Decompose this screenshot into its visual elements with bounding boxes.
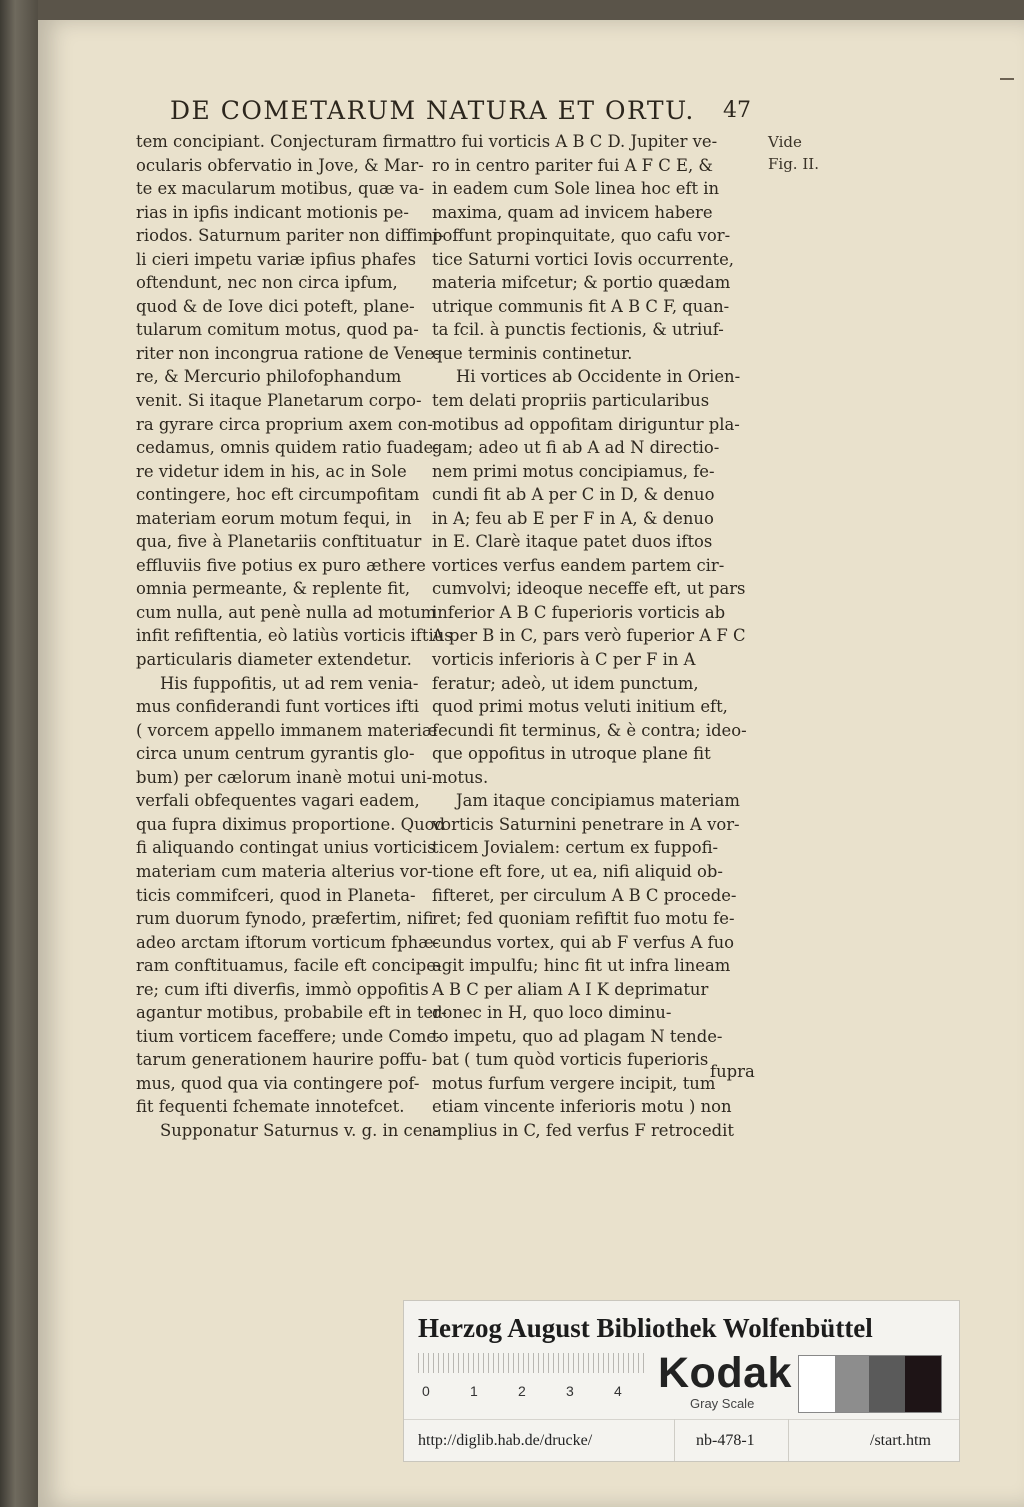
text-line: que oppofitus in utroque plane fit <box>432 744 711 764</box>
text-line: tarum generationem haurire poffu- <box>136 1050 428 1070</box>
footer-divider <box>674 1419 675 1461</box>
text-line: vorticis Saturnini penetrare in A vor- <box>432 814 740 834</box>
text-line: in E. Clarè itaque patet duos iftos <box>432 532 713 552</box>
text-line: riter non incongrua ratione de Vene- <box>136 343 440 363</box>
scan-color-target <box>403 1300 960 1462</box>
text-line: ra gyrare circa proprium axem con- <box>136 414 434 434</box>
text-line: materia mifcetur; & portio quædam <box>432 273 731 293</box>
page-mark <box>1000 78 1014 80</box>
text-line: effluviis five potius ex puro æthere <box>136 555 426 575</box>
text-line: cedamus, omnis quidem ratio fuade- <box>136 438 439 458</box>
paragraph <box>136 130 453 672</box>
text-line: particularis diameter extendetur. <box>136 650 412 670</box>
running-head <box>170 96 770 125</box>
text-line: motus. <box>432 767 489 787</box>
text-line: poffunt propinquitate, quo cafu vor- <box>432 226 731 246</box>
text-line: ret; fed quoniam refiftit fuo motu fe- <box>432 909 735 929</box>
scale-number: 3 <box>566 1383 574 1399</box>
margin-note-line: Vide <box>768 133 802 151</box>
text-line: materiam cum materia alterius vor- <box>136 861 433 881</box>
text-line: A B C per aliam A I K deprimatur <box>432 979 709 999</box>
text-line: ( vorcem appello immanem materiæ <box>136 720 438 740</box>
book-spine-edge <box>0 0 38 1507</box>
text-line: ro in centro pariter fui A F C E, & <box>432 155 713 175</box>
text-line: maxima, quam ad invicem habere <box>432 202 713 222</box>
scale-number: 4 <box>614 1383 622 1399</box>
margin-note-line: Fig. II. <box>768 155 819 173</box>
text-line: ticis commifceri, quod in Planeta- <box>136 885 416 905</box>
text-line: gam; adeo ut fi ab A ad N directio- <box>432 438 720 458</box>
margin-note <box>768 131 819 175</box>
text-line: materiam eorum motum fequi, in <box>136 508 412 528</box>
text-line: cum nulla, aut penè nulla ad motum <box>136 602 437 622</box>
text-line: ta fcil. à punctis fectionis, & utriuf- <box>432 320 724 340</box>
left-text-column <box>136 130 453 1143</box>
text-line: Jam itaque concipiamus materiam <box>456 791 740 811</box>
text-line: que terminis continetur. <box>432 343 633 363</box>
scale-numbers <box>418 1383 658 1403</box>
text-line: motibus ad oppofitam diriguntur pla- <box>432 414 740 434</box>
text-line: ocularis obfervatio in Jove, & Mar- <box>136 155 424 175</box>
text-line: venit. Si itaque Planetarum corpo- <box>136 391 422 411</box>
text-line: re videtur idem in his, ac in Sole <box>136 461 407 481</box>
text-line: feratur; adeò, ut idem punctum, <box>432 673 699 693</box>
shelfmark-text: nb-478-1 <box>696 1432 755 1449</box>
text-line: cumvolvi; ideoque neceffe eft, ut pars <box>432 579 746 599</box>
text-line: utrique communis fit A B C F, quan- <box>432 296 730 316</box>
text-line: to impetu, quo ad plagam N tende- <box>432 1026 723 1046</box>
text-line: infit refiftentia, eò latiùs vorticis iftius <box>136 626 453 646</box>
gray-swatch <box>905 1356 941 1412</box>
gray-swatches <box>798 1355 942 1413</box>
text-line: re; cum ifti diverfis, immò oppofitis <box>136 979 429 999</box>
text-line: quod & de Iove dici poteft, plane- <box>136 296 415 316</box>
text-line: His fuppofitis, ut ad rem venia- <box>160 673 419 693</box>
text-line: adeo arctam iftorum vorticum fphæ- <box>136 932 440 952</box>
text-line: amplius in C, fed verfus F retrocedit <box>432 1120 734 1140</box>
label-footer <box>404 1419 959 1462</box>
text-line: re, & Mercurio philofophandum <box>136 367 402 387</box>
text-line: riodos. Saturnum pariter non diffimi- <box>136 226 444 246</box>
text-line: li cieri impetu variæ ipfius phafes <box>136 249 417 269</box>
scale-number: 0 <box>422 1383 430 1399</box>
text-line: cundus vortex, qui ab F verfus A fuo <box>432 932 735 952</box>
text-line: motus furfum vergere incipit, tum <box>432 1073 716 1093</box>
footer-divider <box>788 1419 789 1461</box>
right-text-column <box>432 130 760 1143</box>
paragraph <box>136 1119 439 1143</box>
text-line: mus confiderandi funt vortices ifti <box>136 697 419 717</box>
text-line: cundi fit ab A per C in D, & denuo <box>432 485 715 505</box>
text-line: bum) per cælorum inanè motui uni- <box>136 767 433 787</box>
text-line: Hi vortices ab Occidente in Orien- <box>456 367 741 387</box>
text-line: bat ( tum quòd vorticis fuperioris <box>432 1050 709 1070</box>
url-text: http://diglib.hab.de/drucke/ <box>418 1432 593 1449</box>
text-line: rias in ipfis indicant motionis pe- <box>136 202 409 222</box>
text-line: te ex macularum motibus, quæ va- <box>136 179 425 199</box>
paragraph <box>432 130 760 365</box>
text-line: in A; feu ab E per F in A, & denuo <box>432 508 714 528</box>
text-line: tium vorticem faceffere; unde Come- <box>136 1026 442 1046</box>
text-line: qua fupra diximus proportione. Quod <box>136 814 446 834</box>
text-line: nem primi motus concipiamus, fe- <box>432 461 715 481</box>
paragraph <box>432 365 760 789</box>
text-line: tro fui vorticis A B C D. Jupiter ve- <box>432 132 718 151</box>
text-line: tem delati propriis particularibus <box>432 391 710 411</box>
text-line: ticem Jovialem: certum ex fuppofi- <box>432 838 719 858</box>
text-line: tularum comitum motus, quod pa- <box>136 320 419 340</box>
text-line: ram conftituamus, facile eft concipe- <box>136 956 442 976</box>
paragraph <box>432 789 760 1142</box>
page-number: 47 <box>723 98 751 123</box>
scale-number: 2 <box>518 1383 526 1399</box>
paragraph <box>136 672 447 1119</box>
library-title: Herzog August Bibliothek Wolfenbüttel <box>418 1313 873 1343</box>
scale-ruler <box>418 1353 646 1373</box>
text-line: fecundi fit terminus, & è contra; ideo- <box>432 720 747 740</box>
text-line: etiam vincente inferioris motu ) non <box>432 1097 732 1117</box>
text-line: fi aliquando contingat unius vorticis <box>136 838 436 858</box>
text-line: contingere, hoc eft circumpofitam <box>136 485 420 505</box>
kodak-logo: Kodak <box>658 1349 792 1397</box>
text-line: inferior A B C fuperioris vorticis ab <box>432 602 726 622</box>
text-line: mus, quod qua via contingere pof- <box>136 1073 420 1093</box>
text-line: verfali obfequentes vagari eadem, <box>136 791 420 811</box>
text-line: agit impulfu; hinc fit ut infra lineam <box>432 956 731 976</box>
text-line: rum duorum fynodo, præfertim, nifi <box>136 909 434 929</box>
catchword: fupra <box>710 1062 755 1081</box>
text-line: tione eft fore, ut ea, nifi aliquid ob- <box>432 861 723 881</box>
gray-swatch <box>835 1356 869 1412</box>
text-line: vortices verfus eandem partem cir- <box>432 555 725 575</box>
gray-swatch <box>799 1356 835 1412</box>
text-line: tice Saturni vortici Iovis occurrente, <box>432 249 735 269</box>
gray-scale-label: Gray Scale <box>690 1396 755 1411</box>
text-line: in eadem cum Sole linea hoc eft in <box>432 179 720 199</box>
gray-swatch <box>869 1356 905 1412</box>
text-line: oftendunt, nec non circa ipfum, <box>136 273 398 293</box>
text-line: tem concipiant. Conjecturam firmat <box>136 132 434 151</box>
text-line: circa unum centrum gyrantis glo- <box>136 744 415 764</box>
text-line: fit fequenti fchemate innotefcet. <box>136 1097 405 1117</box>
text-line: omnia permeante, & replente fit, <box>136 579 411 599</box>
path-text: /start.htm <box>870 1432 931 1449</box>
text-line: quod primi motus veluti initium eft, <box>432 697 728 717</box>
text-line: fifteret, per circulum A B C procede- <box>432 885 737 905</box>
text-line: Supponatur Saturnus v. g. in cen- <box>160 1120 439 1140</box>
text-line: vorticis inferioris à C per F in A <box>432 650 696 670</box>
text-line: A per B in C, pars verò fuperior A F C <box>432 626 746 646</box>
text-line: donec in H, quo loco diminu- <box>432 1003 672 1023</box>
running-head-title: DE COMETARUM NATURA ET ORTU. <box>170 96 695 125</box>
scale-number: 1 <box>470 1383 478 1399</box>
text-line: agantur motibus, probabile eft in ter- <box>136 1003 447 1023</box>
text-line: qua, five à Planetariis conftituatur <box>136 532 422 552</box>
